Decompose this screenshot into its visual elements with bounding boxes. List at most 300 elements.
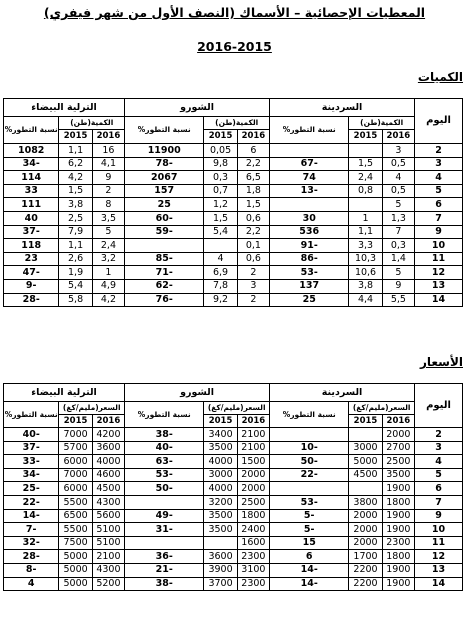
white-trawl-2016-cell: 3600 [92,441,124,455]
chourou-2016-cell: 2,2 [237,225,269,239]
chourou-2015-cell: 1,2 [204,198,237,212]
chourou-2015-cell: 4000 [204,482,237,496]
white-trawl-evolution-cell: -37 [4,225,59,239]
day-cell: 3 [415,157,463,171]
sardine-evolution-cell: -50 [270,455,349,469]
chourou-2015-cell: 3700 [204,577,237,591]
white-trawl-2016-cell: 4600 [92,468,124,482]
white-trawl-2016-cell: 4,1 [92,157,124,171]
white-trawl-2015-cell: 7000 [59,468,92,482]
chourou-2015-cell: 0,3 [204,171,237,185]
white-trawl-evolution-cell: -47 [4,266,59,280]
sardine-2016-cell: 9 [382,279,414,293]
white-trawl-2015-cell: 5500 [59,523,92,537]
sardine-2015-cell: 2200 [349,563,382,577]
chourou-2015-cell: 3500 [204,441,237,455]
table-row [4,266,463,280]
sardine-evolution-cell [270,198,349,212]
white-trawl-2016-cell: 5 [92,225,124,239]
sardine-2016-cell: 1800 [382,495,414,509]
sardine-2015-cell: 4,4 [349,293,382,307]
white-trawl-2015-cell: 2,5 [59,211,92,225]
sardine-evolution-cell [270,144,349,158]
sardine-2016-cell: 3500 [382,468,414,482]
sardine-2015-cell: 1 [349,211,382,225]
table-row [4,198,463,212]
sardine-2015-cell [349,198,382,212]
group-header-white-trawl: الترلية البيضاء [4,99,125,117]
white-trawl-2016-cell: 2,4 [92,239,124,253]
white-trawl-2016-cell: 3,5 [92,211,124,225]
white-trawl-2016-cell: 3,2 [92,252,124,266]
table-row [4,468,463,482]
chourou-2016-cell: 6 [237,144,269,158]
chourou-evolution-cell: -62 [125,279,204,293]
table-row [4,550,463,564]
table-row [4,171,463,185]
sardine-evolution-cell: 25 [270,293,349,307]
prices-table [3,383,463,591]
white-trawl-evolution-cell: -14 [4,509,59,523]
table-row [4,455,463,469]
chourou-evolution-cell: -63 [125,455,204,469]
white-trawl-evolution-cell: 40 [4,211,59,225]
sardine-evolution-cell: 137 [270,279,349,293]
table-row [4,523,463,537]
group-header-sardine: السردينة [270,99,415,117]
chourou-2016-cell: 2500 [237,495,269,509]
group-header-chourou: الشورو [125,99,270,117]
table-row [4,509,463,523]
table-row [4,577,463,591]
sardine-2016-cell: 2300 [382,536,414,550]
day-cell: 9 [415,225,463,239]
year-header-2016: 2016 [382,415,414,428]
white-trawl-evolution-cell: 1082 [4,144,59,158]
chourou-2015-cell: 3000 [204,468,237,482]
chourou-2015-cell [204,536,237,550]
white-trawl-2016-cell: 1 [92,266,124,280]
quantities-section-title: الكميات [417,70,463,84]
chourou-2016-cell: 1500 [237,455,269,469]
day-cell: 6 [415,482,463,496]
price-header: السعر(مليم/كغ) [349,402,415,415]
day-cell: 11 [415,252,463,266]
qty-header: الكمية(طن) [59,117,125,130]
chourou-2015-cell: 4 [204,252,237,266]
chourou-2015-cell: 7,8 [204,279,237,293]
white-trawl-evolution-cell: -34 [4,468,59,482]
sardine-2016-cell: 1900 [382,482,414,496]
white-trawl-evolution-cell: 111 [4,198,59,212]
year-header-2015: 2015 [59,415,92,428]
sardine-2015-cell: 1,5 [349,157,382,171]
chourou-2015-cell: 4000 [204,455,237,469]
sardine-2015-cell: 2,4 [349,171,382,185]
chourou-2015-cell: 3900 [204,563,237,577]
table-row [4,157,463,171]
sardine-evolution-cell [270,428,349,442]
day-cell: 2 [415,144,463,158]
chourou-evolution-cell: -60 [125,211,204,225]
sardine-evolution-cell: -22 [270,468,349,482]
chourou-2016-cell: 3 [237,279,269,293]
chourou-2016-cell: 2 [237,293,269,307]
table-row [4,563,463,577]
table-row [4,252,463,266]
table-row [4,211,463,225]
chourou-2016-cell: 2300 [237,550,269,564]
table-row [4,144,463,158]
white-trawl-2015-cell: 5700 [59,441,92,455]
sardine-evolution-cell: 74 [270,171,349,185]
chourou-evolution-cell: -21 [125,563,204,577]
white-trawl-evolution-cell: -33 [4,455,59,469]
chourou-2016-cell: 1800 [237,509,269,523]
sardine-2016-cell: 3 [382,144,414,158]
chourou-2015-cell: 9,2 [204,293,237,307]
group-header-white-trawl: الترلية البيضاء [4,384,125,402]
white-trawl-2016-cell: 8 [92,198,124,212]
price-header: السعر(مليم/كغ) [204,402,270,415]
chourou-2016-cell: 2400 [237,523,269,537]
sardine-2015-cell: 3000 [349,441,382,455]
chourou-2015-cell: 9,8 [204,157,237,171]
white-trawl-2016-cell: 4000 [92,455,124,469]
white-trawl-2015-cell: 5,8 [59,293,92,307]
white-trawl-2016-cell: 5100 [92,523,124,537]
sardine-2016-cell: 1900 [382,563,414,577]
white-trawl-2015-cell: 1,1 [59,144,92,158]
year-header-2015: 2015 [349,130,382,144]
sardine-2016-cell: 2500 [382,455,414,469]
sardine-2016-cell: 5 [382,266,414,280]
white-trawl-2015-cell: 5000 [59,550,92,564]
sardine-2015-cell [349,482,382,496]
sardine-2015-cell: 3800 [349,495,382,509]
chourou-2016-cell: 2000 [237,468,269,482]
quantities-table [3,98,463,307]
white-trawl-2015-cell: 2,6 [59,252,92,266]
day-cell: 13 [415,563,463,577]
white-trawl-2015-cell: 3,8 [59,198,92,212]
chourou-2015-cell: 6,9 [204,266,237,280]
sardine-2015-cell: 4500 [349,468,382,482]
day-cell: 13 [415,279,463,293]
white-trawl-2015-cell: 6000 [59,482,92,496]
chourou-2016-cell: 1,5 [237,198,269,212]
sardine-evolution-cell: -5 [270,523,349,537]
chourou-2016-cell: 0,6 [237,211,269,225]
day-cell: 2 [415,428,463,442]
sardine-2016-cell: 4 [382,171,414,185]
white-trawl-evolution-cell: -32 [4,536,59,550]
sardine-2015-cell [349,428,382,442]
chourou-2016-cell: 2 [237,266,269,280]
sardine-evolution-cell: 15 [270,536,349,550]
day-header: اليوم [415,384,463,428]
white-trawl-evolution-cell: -25 [4,482,59,496]
sardine-2015-cell: 2000 [349,509,382,523]
white-trawl-2016-cell: 16 [92,144,124,158]
white-trawl-evolution-cell: -34 [4,157,59,171]
day-cell: 10 [415,239,463,253]
year-header-2016: 2016 [237,415,269,428]
chourou-2015-cell: 5,4 [204,225,237,239]
year-header-2015: 2015 [204,415,237,428]
chourou-2016-cell: 2100 [237,428,269,442]
day-header: اليوم [415,99,463,144]
sardine-evolution-cell: -13 [270,184,349,198]
white-trawl-evolution-cell: -22 [4,495,59,509]
sardine-evolution-cell: -53 [270,495,349,509]
white-trawl-evolution-cell: -28 [4,550,59,564]
table-row [4,536,463,550]
white-trawl-2015-cell: 5000 [59,563,92,577]
white-trawl-2015-cell: 1,9 [59,266,92,280]
chourou-2016-cell: 1600 [237,536,269,550]
evolution-header: نسبة التطور% [125,402,204,428]
evolution-header: نسبة التطور% [270,117,349,144]
chourou-evolution-cell: 157 [125,184,204,198]
chourou-2015-cell: 3500 [204,509,237,523]
chourou-evolution-cell: 2067 [125,171,204,185]
table-row [4,482,463,496]
white-trawl-evolution-cell: -28 [4,293,59,307]
white-trawl-evolution-cell: 33 [4,184,59,198]
chourou-2015-cell [204,239,237,253]
white-trawl-2016-cell: 9 [92,171,124,185]
sardine-2016-cell: 1800 [382,550,414,564]
chourou-evolution-cell: -53 [125,468,204,482]
table-row [4,495,463,509]
sardine-2016-cell: 1900 [382,577,414,591]
day-cell: 9 [415,509,463,523]
chourou-2016-cell: 0,6 [237,252,269,266]
prices-section-title: الأسعار [419,355,463,369]
year-header-2015: 2015 [204,130,237,144]
evolution-header: نسبة التطور% [270,402,349,428]
day-cell: 11 [415,536,463,550]
chourou-evolution-cell: -49 [125,509,204,523]
day-cell: 4 [415,171,463,185]
chourou-2016-cell: 2,2 [237,157,269,171]
chourou-evolution-cell: 11900 [125,144,204,158]
day-cell: 7 [415,495,463,509]
chourou-2015-cell: 0,05 [204,144,237,158]
chourou-evolution-cell: -59 [125,225,204,239]
white-trawl-2015-cell: 1,1 [59,239,92,253]
white-trawl-2015-cell: 7,9 [59,225,92,239]
white-trawl-2016-cell: 4500 [92,482,124,496]
white-trawl-2016-cell: 5600 [92,509,124,523]
year-header-2015: 2015 [59,130,92,144]
table-row [4,279,463,293]
white-trawl-2016-cell: 2100 [92,550,124,564]
day-cell: 6 [415,198,463,212]
chourou-evolution-cell: -36 [125,550,204,564]
year-header-2015: 2015 [349,415,382,428]
sardine-evolution-cell: -91 [270,239,349,253]
white-trawl-2016-cell: 5200 [92,577,124,591]
sardine-2016-cell: 5,5 [382,293,414,307]
page-subtitle: 2016-2015 [197,39,272,54]
chourou-2016-cell: 2100 [237,441,269,455]
white-trawl-evolution-cell: 118 [4,239,59,253]
white-trawl-2015-cell: 7500 [59,536,92,550]
price-header: السعر(مليم/كغ) [59,402,125,415]
white-trawl-2016-cell: 2 [92,184,124,198]
sardine-evolution-cell: -5 [270,509,349,523]
chourou-2016-cell: 3100 [237,563,269,577]
chourou-evolution-cell: -71 [125,266,204,280]
sardine-evolution-cell: -86 [270,252,349,266]
group-header-sardine: السردينة [270,384,415,402]
sardine-2016-cell: 2000 [382,428,414,442]
chourou-evolution-cell [125,239,204,253]
table-row [4,428,463,442]
sardine-2016-cell: 1,4 [382,252,414,266]
sardine-2015-cell: 10,6 [349,266,382,280]
table-row [4,184,463,198]
qty-header: الكمية(طن) [204,117,270,130]
chourou-evolution-cell: -40 [125,441,204,455]
white-trawl-2016-cell: 5100 [92,536,124,550]
white-trawl-2016-cell: 4300 [92,563,124,577]
sardine-evolution-cell: -14 [270,563,349,577]
year-header-2016: 2016 [382,130,414,144]
chourou-evolution-cell [125,536,204,550]
sardine-2015-cell: 1700 [349,550,382,564]
white-trawl-2016-cell: 4300 [92,495,124,509]
table-row [4,239,463,253]
day-cell: 12 [415,550,463,564]
white-trawl-2015-cell: 5,4 [59,279,92,293]
day-cell: 5 [415,468,463,482]
white-trawl-2015-cell: 5500 [59,495,92,509]
chourou-2015-cell: 3500 [204,523,237,537]
white-trawl-2015-cell: 1,5 [59,184,92,198]
sardine-2015-cell: 1,1 [349,225,382,239]
white-trawl-2015-cell: 7000 [59,428,92,442]
chourou-2015-cell: 3400 [204,428,237,442]
sardine-evolution-cell: 536 [270,225,349,239]
white-trawl-evolution-cell: 23 [4,252,59,266]
table-row [4,441,463,455]
chourou-2016-cell: 2000 [237,482,269,496]
white-trawl-2016-cell: 4,2 [92,293,124,307]
sardine-2015-cell: 0,8 [349,184,382,198]
white-trawl-2015-cell: 6500 [59,509,92,523]
white-trawl-evolution-cell: -7 [4,523,59,537]
day-cell: 4 [415,455,463,469]
sardine-evolution-cell: 6 [270,550,349,564]
sardine-2015-cell: 10,3 [349,252,382,266]
sardine-evolution-cell: -10 [270,441,349,455]
sardine-2016-cell: 2700 [382,441,414,455]
sardine-evolution-cell: 30 [270,211,349,225]
chourou-evolution-cell: -31 [125,523,204,537]
sardine-2016-cell: 1,3 [382,211,414,225]
sardine-evolution-cell: -53 [270,266,349,280]
day-cell: 5 [415,184,463,198]
table-row [4,293,463,307]
sardine-evolution-cell: -67 [270,157,349,171]
chourou-2015-cell: 0,7 [204,184,237,198]
day-cell: 7 [415,211,463,225]
white-trawl-2015-cell: 6,2 [59,157,92,171]
sardine-2015-cell: 2200 [349,577,382,591]
page-title: المعطيات الإحصائية – الأسماك (النصف الأول من شهر فيفري) [43,5,426,20]
group-header-chourou: الشورو [125,384,270,402]
table-row [4,225,463,239]
sardine-2016-cell: 7 [382,225,414,239]
white-trawl-evolution-cell: -9 [4,279,59,293]
sardine-2015-cell: 2000 [349,536,382,550]
sardine-2015-cell: 3,3 [349,239,382,253]
chourou-evolution-cell: -76 [125,293,204,307]
chourou-evolution-cell: 25 [125,198,204,212]
chourou-evolution-cell: -78 [125,157,204,171]
white-trawl-evolution-cell: 114 [4,171,59,185]
sardine-2016-cell: 1900 [382,523,414,537]
sardine-2015-cell: 5000 [349,455,382,469]
white-trawl-evolution-cell: -40 [4,428,59,442]
qty-header: الكمية(طن) [349,117,415,130]
sardine-2015-cell: 2000 [349,523,382,537]
white-trawl-evolution-cell: -37 [4,441,59,455]
sardine-evolution-cell: -14 [270,577,349,591]
chourou-2016-cell: 6,5 [237,171,269,185]
white-trawl-evolution-cell: 4 [4,577,59,591]
evolution-header: نسبة التطور% [125,117,204,144]
day-cell: 10 [415,523,463,537]
chourou-evolution-cell: -85 [125,252,204,266]
chourou-evolution-cell: -38 [125,428,204,442]
chourou-2016-cell: 2300 [237,577,269,591]
day-cell: 14 [415,577,463,591]
sardine-2016-cell: 5 [382,198,414,212]
sardine-2016-cell: 1900 [382,509,414,523]
evolution-header: نسبة التطور% [4,117,59,144]
year-header-2016: 2016 [92,130,124,144]
sardine-2016-cell: 0,3 [382,239,414,253]
day-cell: 3 [415,441,463,455]
sardine-2016-cell: 0,5 [382,184,414,198]
chourou-evolution-cell: -50 [125,482,204,496]
white-trawl-evolution-cell: -8 [4,563,59,577]
year-header-2016: 2016 [237,130,269,144]
chourou-evolution-cell: -38 [125,577,204,591]
chourou-2016-cell: 1,8 [237,184,269,198]
chourou-2015-cell: 1,5 [204,211,237,225]
white-trawl-2015-cell: 6000 [59,455,92,469]
white-trawl-2015-cell: 5000 [59,577,92,591]
sardine-2016-cell: 0,5 [382,157,414,171]
white-trawl-2016-cell: 4200 [92,428,124,442]
chourou-2016-cell: 0,1 [237,239,269,253]
evolution-header: نسبة التطور% [4,402,59,428]
sardine-evolution-cell [270,482,349,496]
white-trawl-2015-cell: 4,2 [59,171,92,185]
year-header-2016: 2016 [92,415,124,428]
sardine-2015-cell: 3,8 [349,279,382,293]
white-trawl-2016-cell: 4,9 [92,279,124,293]
chourou-2015-cell: 3600 [204,550,237,564]
day-cell: 14 [415,293,463,307]
chourou-2015-cell: 3200 [204,495,237,509]
day-cell: 12 [415,266,463,280]
